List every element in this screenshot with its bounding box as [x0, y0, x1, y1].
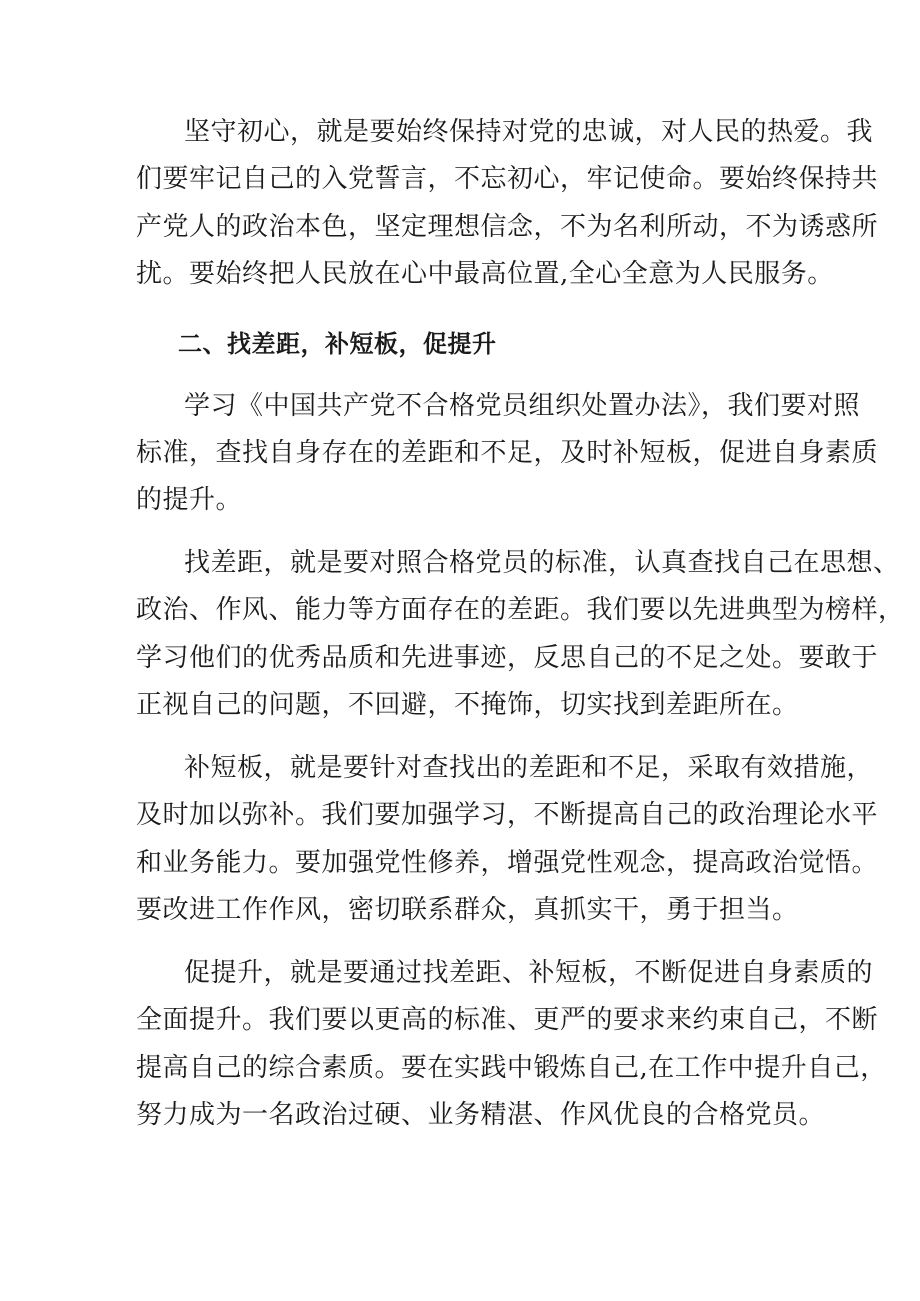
paragraph-line: 标准，查找自身存在的差距和不足，及时补短板，促进自身素质: [136, 438, 879, 468]
paragraph-line: 努力成为一名政治过硬、业务精湛、作风优良的合格党员。: [136, 1100, 826, 1130]
paragraph-line: 提高自己的综合素质。要在实践中锻炼自己,在工作中提升自己，: [136, 1053, 887, 1083]
paragraph-line: 补短板，就是要针对查找出的差距和不足，采取有效措施，: [184, 753, 874, 783]
paragraph-line: 及时加以弥补。我们要加强学习，不断提高自己的政治理论水平: [136, 800, 879, 830]
paragraph-line: 正视自己的问题，不回避，不掩饰，切实找到差距所在。: [136, 690, 799, 720]
paragraph-line: 政治、作风、能力等方面存在的差距。我们要以先进典型为榜样，: [136, 595, 905, 625]
paragraph-line: 的提升。: [136, 485, 243, 515]
paragraph-line: 促提升，就是要通过找差距、补短板，不断促进自身素质的: [184, 958, 874, 988]
paragraph-line: 学习《中国共产党不合格党员组织处置办法》，我们要对照: [184, 391, 861, 421]
paragraph-line: 和业务能力。要加强党性修养，增强党性观念，提高政治觉悟。: [136, 848, 879, 878]
paragraph-line: 要改进工作作风，密切联系群众，真抓实干，勇于担当。: [136, 895, 799, 925]
paragraph-line: 坚守初心，就是要始终保持对党的忠诚，对人民的热爱。我: [184, 117, 874, 147]
paragraph-line: 学习他们的优秀品质和先进事迹，反思自己的不足之处。要敢于: [136, 643, 879, 673]
section-heading: 二、找差距，补短板，促提升: [178, 330, 497, 358]
paragraph-line: 扰。要始终把人民放在心中最高位置,全心全意为人民服务。: [136, 259, 834, 289]
paragraph-line: 全面提升。我们要以更高的标准、更严的要求来约束自己，不断: [136, 1005, 879, 1035]
paragraph-line: 产党人的政治本色，坚定理想信念，不为名利所动，不为诱惑所: [136, 212, 879, 242]
paragraph-line: 们要牢记自己的入党誓言，不忘初心，牢记使命。要始终保持共: [136, 164, 879, 194]
paragraph-line: 找差距，就是要对照合格党员的标准，认真查找自己在思想、: [184, 548, 900, 578]
